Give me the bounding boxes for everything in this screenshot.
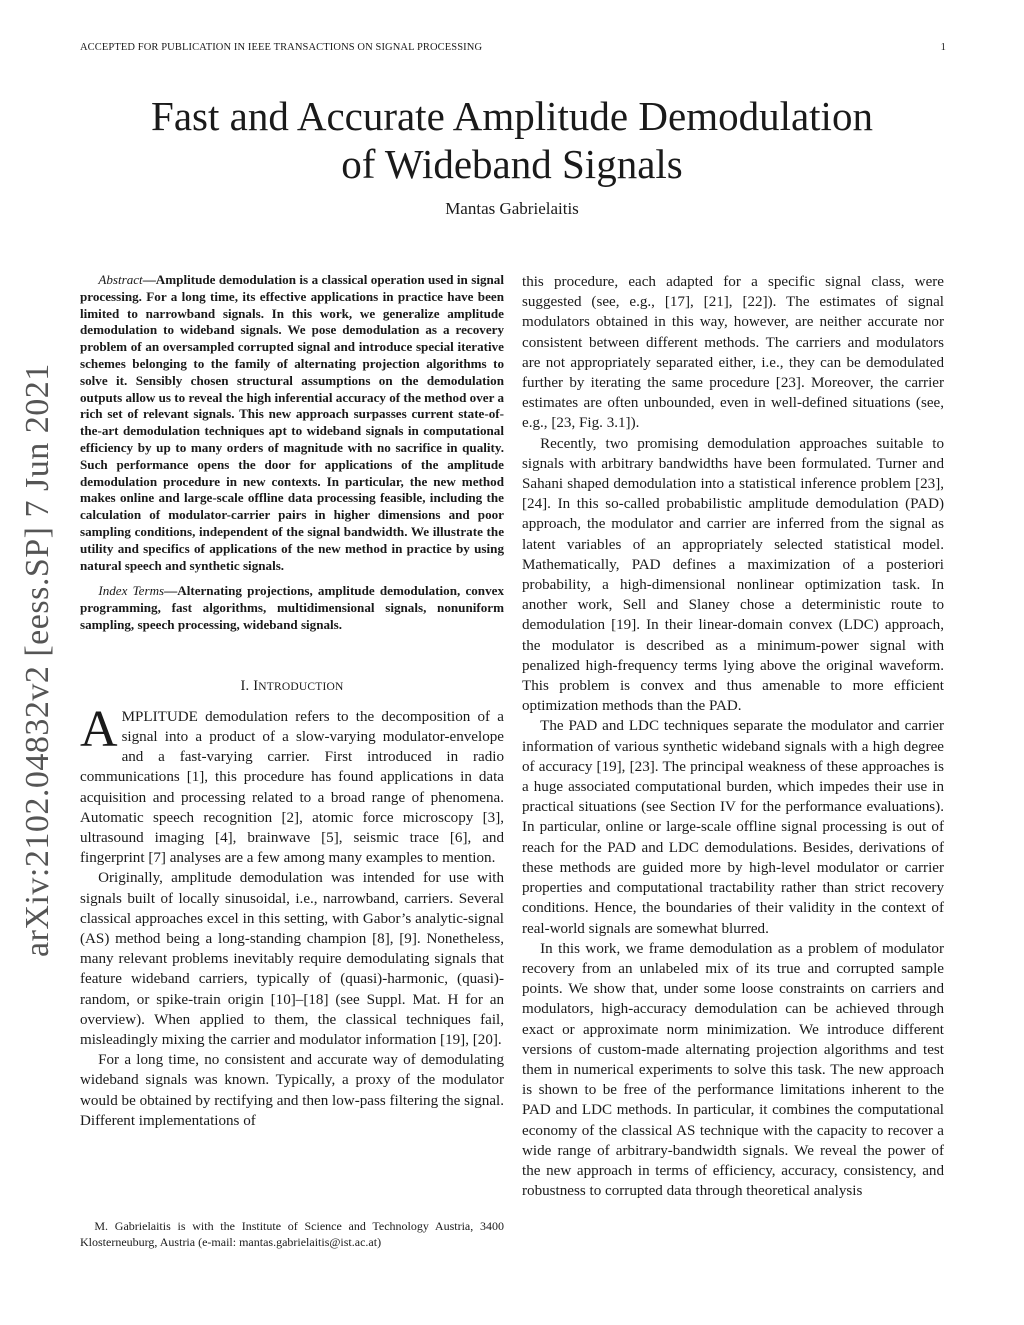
title-line-1: Fast and Accurate Amplitude Demodulation (151, 93, 873, 139)
title-line-2: of Wideband Signals (341, 141, 683, 187)
right-column (522, 272, 944, 1201)
page-number: 1 (940, 42, 946, 53)
running-head (80, 42, 946, 53)
affiliation-footnote: M. Gabrielaitis is with the Institute of Science and Technology Austria, 3400 Klosterneuburg, Austria (e-mail: mantas.gabrielaitis@ist.ac.at) (80, 1219, 504, 1249)
index-terms-label: Index Terms (98, 583, 165, 599)
intro-paragraph-1: AMPLITUDE demodulation refers to the decomposition of a signal into a product of a slow-varying modulator-envelope and a fast-varying carrier. First introduced in radio communications [1], this procedure has found applications in data acquisition and processing related to a broad range of phenomena. Automatic speech recognition [2], atomic force microscopy [3], ultrasound imaging [4], brainwave [5], seismic trace [6], and fingerprint [7] analyses are a few among many examples to mention. (80, 700, 504, 867)
author-name: Mantas Gabrielaitis (445, 199, 579, 218)
index-terms (80, 583, 504, 633)
right-paragraph-1: this procedure, each adapted for a specific signal class, were suggested (see, e.g., [17], [21], [22]). The estimates of signal modulators obtained in this way, however, are neither accurate nor consistent between different methods. The carriers and modulators are not appropriately separated either, i.e., they can be demodulated further by iterating the same procedure [23]. Moreover, the carrier estimates are often unbounded, even in well-defined situations (see, e.g., [23, Fig. 3.1]). (522, 274, 944, 432)
index-terms-text: —Alternating projections, amplitude demodulation, convex programming, fast algorithms, multidimensional signals, nonuniform sampling, speech processing, wideband signals. (80, 583, 504, 632)
drop-cap: A (80, 700, 118, 758)
abstract-label: Abstract (98, 272, 143, 287)
right-paragraph-4: In this work, we frame demodulation as a problem of modulator recovery from an unlabeled mix of its true and corrupted sample points. We show that, under some loose constraints on carriers and modulators, high-accuracy demodulation can be achieved through exact or approximate norm minimization. We introduce different versions of custom-made alternating projection algorithms and test them in numerical experiments to solve this task. The new approach is shown to be free of the performance limitations inherent to the PAD and LDC methods. In particular, it combines the computational economy of the classical AS technique with the capacity to recover a wide range of arbitrary-bandwidth signals. We reveal the power of the new approach in terms of efficiency, accuracy, consistency, and robustness to corrupted data through theoretical analysis (522, 940, 944, 1200)
right-paragraph-2: Recently, two promising demodulation approaches suitable to signals with arbitrary bandwidths have been formulated. Turner and Sahani shaped demodulation into a statistical inference problem [23], [24]. In this so-called probabilistic amplitude demodulation (PAD) approach, the modulator and carrier are inferred from the signal as latent variables of an appropriately selected statistical model. Mathematically, PAD defines a maximization of a posteriori probability, a high-dimensional nonlinear optimization task. In another work, Sell and Slaney chose a deterministic route to demodulation [19]. In their linear-domain convex (LDC) approach, the modulator is described as a minimum-power signal with penalized high-frequency terms lying above the original waveform. This problem is convex and thus amenable to more efficient optimization methods than the PAD. (522, 435, 944, 715)
section-heading-introduction: I. INTRODUCTION (240, 677, 344, 694)
intro-paragraph-3: For a long time, no consistent and accurate way of demodulating wideband signals was known. Typically, a proxy of the modulator would be obtained by rectifying and then low-pass filtering the signal. Different implementations of (80, 1052, 504, 1129)
arxiv-identifier: arXiv:2102.04832v2 [eess.SP] 7 Jun 2021 (19, 363, 56, 957)
abstract (80, 272, 504, 574)
paper-title (0, 92, 1024, 188)
left-column (80, 272, 504, 1131)
right-paragraph-3: The PAD and LDC techniques separate the modulator and carrier information of various synthetic wideband signals with a high degree of accuracy [19], [23]. The principal weakness of these approaches is a huge associated computational burden, which impedes their use in practical situations (see Section IV for the performance evaluations). In particular, online or large-scale offline signal processing is out of reach for the PAD and LDC demodulations. Besides, derivations of these methods are guided more by high-level modulator or carrier properties and computational tractability rather than strict recovery conditions. Hence, the boundaries of their validity in the context of real-world signals are somewhat blurred. (522, 718, 944, 937)
journal-name: ACCEPTED FOR PUBLICATION IN IEEE TRANSACTIONS ON SIGNAL PROCESSING (80, 42, 483, 53)
abstract-text: —Amplitude demodulation is a classical operation used in signal processing. For a long time, its effective applications in practice have been limited to narrowband signals. In this work, we generalize amplitude demodulation to wideband signals. We pose demodulation as a recovery problem of an oversampled corrupted signal and introduce special iterative schemes belonging to the family of alternating projection algorithms to solve it. Sensibly chosen structural assumptions on the demodulation outputs allow us to reveal the high inferential accuracy of the method over a rich set of relevant signals. This new approach surpasses current state-of-the-art demodulation techniques apt to wideband signals in computational efficiency by up to many orders of magnitude with no sacrifice in quality. Such performance opens the door for applications of the amplitude demodulation procedure in new contexts. In particular, the new method makes online and large-scale offline data processing feasible, including the calculation of modulator-carrier pairs in higher dimensions and poor sampling conditions, independent of the signal bandwidth. We illustrate the utility and specifics of applications of the new method in practice by using natural speech and synthetic signals. (80, 272, 504, 573)
intro-paragraph-2: Originally, amplitude demodulation was intended for use with signals built of locally sinusoidal, i.e., narrowband, carriers. Several classical approaches excel in this setting, with Gabor’s analytic-signal (AS) method being a long-standing champion [8], [9]. Nonetheless, many relevant problems inevitably require demodulating signals that feature wideband carriers, typically of (quasi)-harmonic, (quasi)-random, or spike-train origin [10]–[18] (see Suppl. Mat. H for an overview). When applied to them, the classical techniques fail, misleadingly mixing the carrier and modulator information [19], [20]. (80, 870, 504, 1048)
